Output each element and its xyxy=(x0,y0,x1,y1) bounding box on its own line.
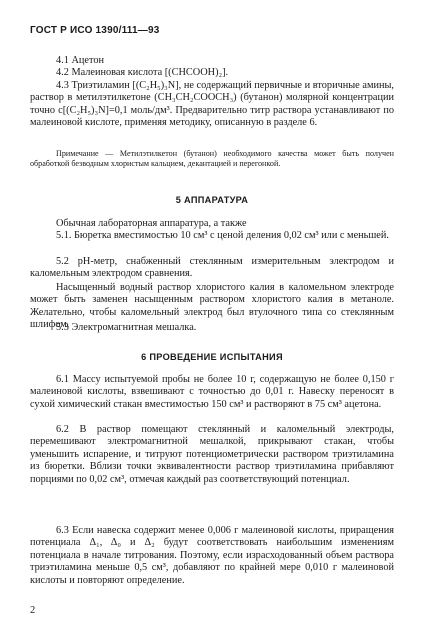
item-4-2: 4.2 Малеиновая кислота [(CHCOOH)₂]. xyxy=(56,67,229,78)
section-5-intro: Обычная лабораторная аппаратура, а также xyxy=(56,218,247,229)
paragraph-5-1: 5.1. Бюретка вместимостью 10 см³ с ценой деления 0,02 см³ или с меньшей. xyxy=(56,230,389,241)
paragraph-5-2-continued: Насыщенный водный раствор хлористого калия в каломельном электроде может быть заменен насыщенным раствором хлористого калия в метаноле. Желательно, чтобы каломельный электрод был втулочного типа со стеклянным шлифом. xyxy=(30,282,394,331)
paragraph-6-3: 6.3 Если навеска содержит менее 0,006 г малеиновой кислоты, приращения потенциала Δ₁, Δ₀ и Δ₂ будут соответствовать наибольшим изменениям потенциала в начале титрования. Поэтому, если израсходованный объем раствора триэтиламина меньше 0,5 см³, добавляют по крайней мере 0,010 г малеиновой кислоты и повторяют определение. xyxy=(30,525,394,586)
paragraph-6-1: 6.1 Массу испытуемой пробы не более 10 г, содержащую не более 0,150 г малеиновой кислоты, взвешивают с точностью до 0,01 г. Навеску переносят в сухой химический стакан вместимостью 150 см³ и растворяют в 75 см³ ацетона. xyxy=(30,374,394,410)
page-number: 2 xyxy=(30,605,36,616)
standard-header: ГОСТ Р ИСО 1390/111—93 xyxy=(30,25,160,36)
note-paragraph: Примечание — Метилэтилкетон (бутанон) необходимого качества может быть получен обработкой безводным хлористым кальцием, декантацией и перегонкой. xyxy=(30,149,394,169)
paragraph-5-2: 5.2 pH-метр, снабженный стеклянным измерительным электродом и каломельным электродом сравнения. xyxy=(30,256,394,280)
section-5-heading: 5 АППАРАТУРА xyxy=(175,195,249,205)
item-4-3: 4.3 Триэтиламин [(C₂H₅)₃N], не содержащий первичные и вторичные амины, раствор в метилэтилкетоне (CH₃CH₂COOCH₃) (бутанон) молярной концентрации точно c[(C₂H₅)₃N]=0,1 моль/дм³. Предварительно титр раствора устанавливают по малеиновой кислоте, применяя методику, описанную в разделе 6. xyxy=(30,80,394,129)
paragraph-6-2: 6.2 В раствор помещают стеклянный и каломельный электроды, перемешивают электромагнитной мешалкой, прикрывают стакан, чтобы уменьшить испарение, и титруют потенциометрически раствором триэтиламина из бюретки. Вблизи точки эквивалентности раствор триэтиламина прибавляют порциями по 0,02 см³, отмечая каждый раз соответствующий потенциал. xyxy=(30,424,394,485)
paragraph-5-3: 5.3 Электромагнитная мешалка. xyxy=(56,322,197,333)
section-6-heading: 6 ПРОВЕДЕНИЕ ИСПЫТАНИЯ xyxy=(141,352,283,362)
item-4-1: 4.1 Ацетон xyxy=(56,55,104,66)
